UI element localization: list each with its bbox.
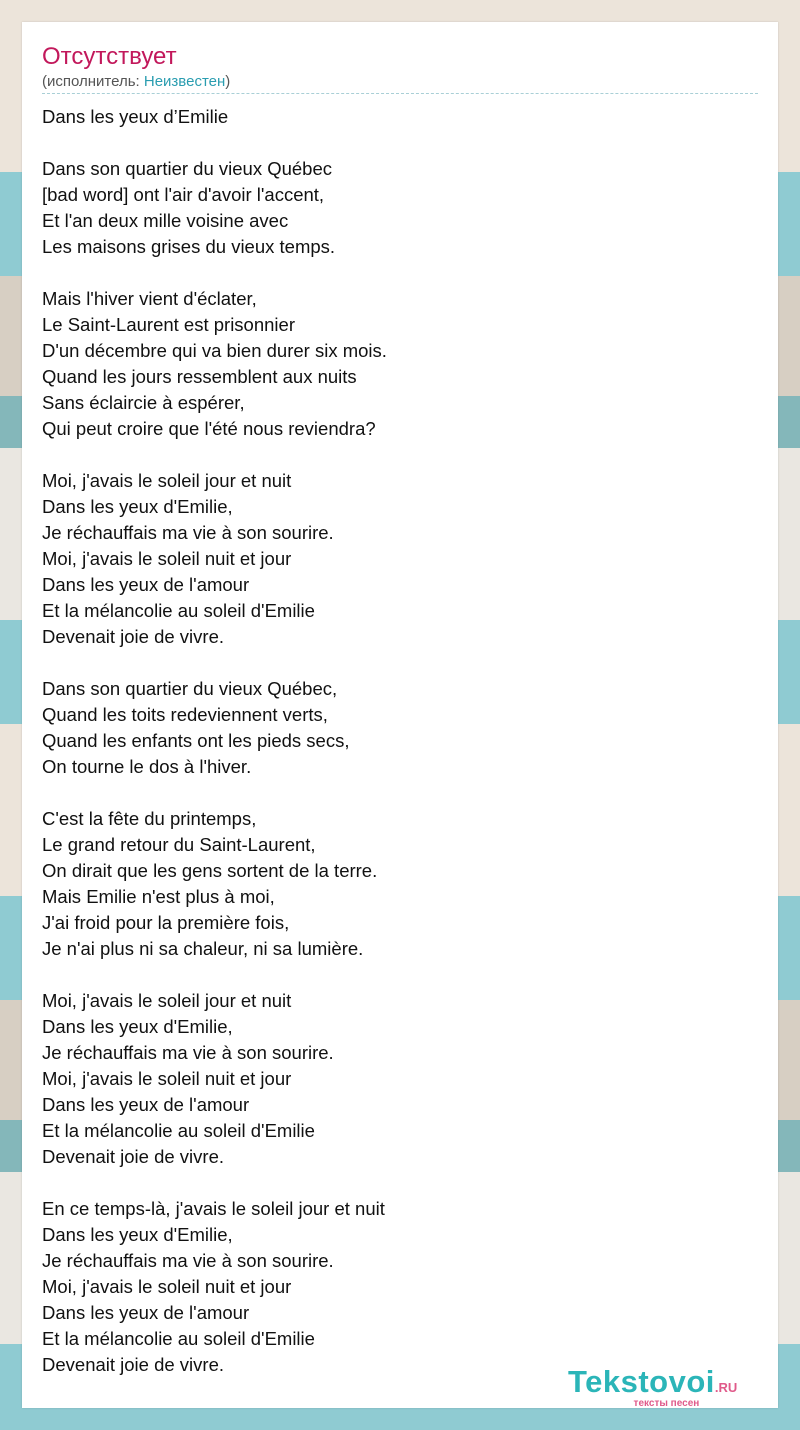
- lyric-line: Qui peut croire que l'été nous reviendra?: [42, 418, 376, 439]
- lyric-line: Mais Emilie n'est plus à moi,: [42, 886, 275, 907]
- lyric-line: C'est la fête du printemps,: [42, 808, 257, 829]
- lyric-line: En ce temps-là, j'avais le soleil jour et nuit: [42, 1198, 385, 1219]
- lyric-line: Dans les yeux d'Emilie,: [42, 1224, 233, 1245]
- lyric-line: Je réchauffais ma vie à son sourire.: [42, 522, 334, 543]
- logo-domain: .RU: [714, 1380, 738, 1395]
- stanza-break: [42, 442, 758, 468]
- stanza-break: [42, 780, 758, 806]
- lyric-line: J'ai froid pour la première fois,: [42, 912, 290, 933]
- lyric-line: Je réchauffais ma vie à son sourire.: [42, 1042, 334, 1063]
- lyric-line: Dans les yeux d'Emilie,: [42, 496, 233, 517]
- lyric-line: Dans les yeux de l'amour: [42, 1302, 250, 1323]
- logo-tagline: тексты песен: [633, 1398, 700, 1409]
- divider: [42, 93, 758, 94]
- lyric-line: On dirait que les gens sortent de la terre.: [42, 860, 378, 881]
- lyrics-card: [22, 22, 778, 1408]
- lyric-line: Dans les yeux de l'amour: [42, 1094, 250, 1115]
- stanza-break: [42, 650, 758, 676]
- lyric-line: Devenait joie de vivre.: [42, 1354, 225, 1375]
- lyric-line: Sans éclaircie à espérer,: [42, 392, 245, 413]
- lyric-line: Dans les yeux d'Emilie,: [42, 1016, 233, 1037]
- lyric-line: Et l'an deux mille voisine avec: [42, 210, 289, 231]
- lyric-line: D'un décembre qui va bien durer six mois.: [42, 340, 387, 361]
- song-title: Отсутствует: [42, 43, 177, 70]
- lyric-line: [bad word] ont l'air d'avoir l'accent,: [42, 184, 325, 205]
- lyric-line: Les maisons grises du vieux temps.: [42, 236, 336, 257]
- lyric-line: Je réchauffais ma vie à son sourire.: [42, 1250, 334, 1271]
- logo-text: Tekstovoi: [568, 1364, 715, 1399]
- lyric-line: Moi, j'avais le soleil nuit et jour: [42, 1276, 292, 1297]
- artist-line: [42, 73, 230, 91]
- lyric-line: Quand les jours ressemblent aux nuits: [42, 366, 357, 387]
- lyric-line: On tourne le dos à l'hiver.: [42, 756, 252, 777]
- lyric-line: Le Saint-Laurent est prisonnier: [42, 314, 295, 335]
- lyric-line: Quand les toits redeviennent verts,: [42, 704, 328, 725]
- lyric-line: Dans son quartier du vieux Québec: [42, 158, 333, 179]
- stanza-break: [42, 130, 758, 156]
- stanza-break: [42, 962, 758, 988]
- stanza-break: [42, 260, 758, 286]
- lyric-line: Et la mélancolie au soleil d'Emilie: [42, 1120, 315, 1141]
- lyrics-text: [42, 104, 758, 1378]
- lyric-line: Moi, j'avais le soleil nuit et jour: [42, 1068, 292, 1089]
- lyric-line: Mais l'hiver vient d'éclater,: [42, 288, 257, 309]
- artist-prefix: (исполнитель:: [42, 73, 144, 90]
- lyric-line: Quand les enfants ont les pieds secs,: [42, 730, 350, 751]
- stanza-break: [42, 1170, 758, 1196]
- lyric-line: Moi, j'avais le soleil jour et nuit: [42, 470, 292, 491]
- lyric-line: Moi, j'avais le soleil nuit et jour: [42, 548, 292, 569]
- lyric-line: Moi, j'avais le soleil jour et nuit: [42, 990, 292, 1011]
- artist-suffix: ): [225, 73, 231, 90]
- lyric-line: Devenait joie de vivre.: [42, 626, 225, 647]
- lyric-line: Dans les yeux de l'amour: [42, 574, 250, 595]
- lyric-line: Devenait joie de vivre.: [42, 1146, 225, 1167]
- artist-link[interactable]: Неизвестен: [143, 73, 226, 90]
- lyric-line: Je n'ai plus ni sa chaleur, ni sa lumière.: [42, 938, 364, 959]
- lyric-line: Le grand retour du Saint-Laurent,: [42, 834, 316, 855]
- lyric-line: Et la mélancolie au soleil d'Emilie: [42, 600, 315, 621]
- lyric-line: Dans son quartier du vieux Québec,: [42, 678, 338, 699]
- site-logo[interactable]: [568, 1364, 738, 1409]
- lyric-line: Dans les yeux d’Emilie: [42, 106, 229, 127]
- lyric-line: Et la mélancolie au soleil d'Emilie: [42, 1328, 315, 1349]
